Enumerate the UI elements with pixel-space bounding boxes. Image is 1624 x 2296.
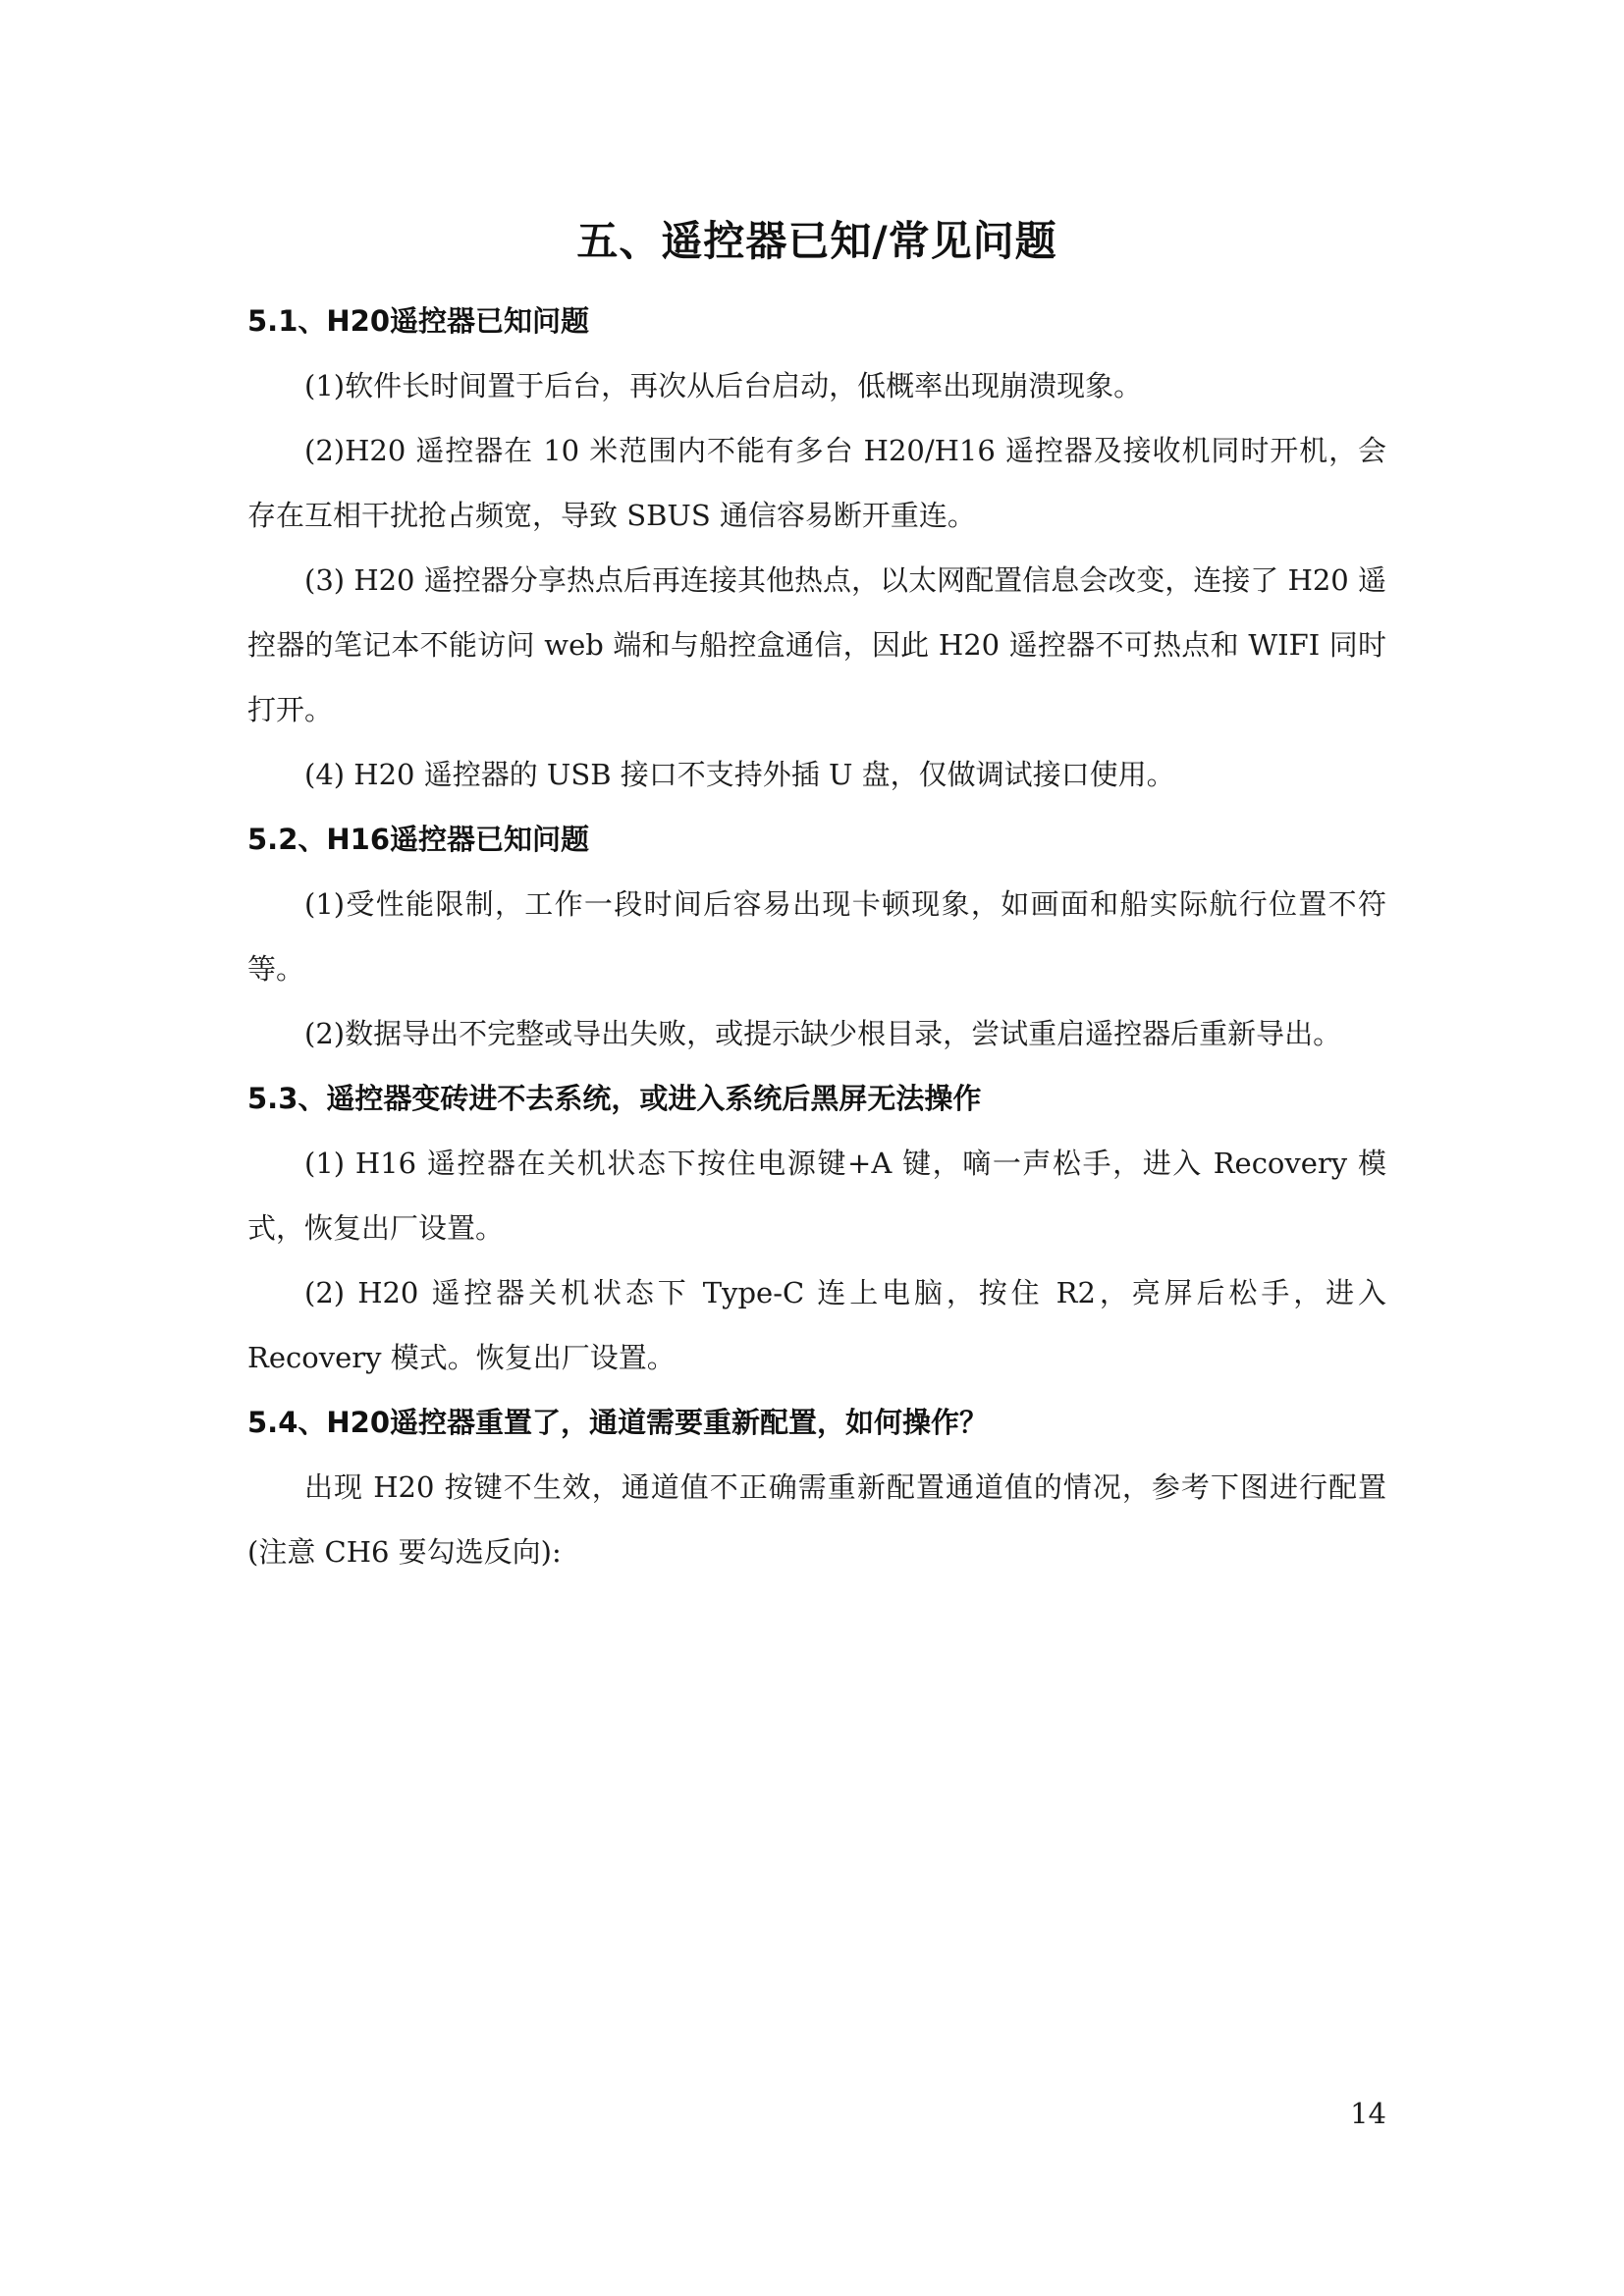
chapter-title: 五、遥控器已知/常见问题 [576,217,1057,265]
section-heading-5-4: 5.4、H20遥控器重置了，通道需要重新配置，如何操作？ [247,1406,989,1439]
section-heading-5-2: 5.2、H16遥控器已知问题 [247,823,590,856]
paragraph-5-3-2: (2) H20 遥控器关机状态下 Type-C 连上电脑，按住 R2，亮屏后松手，进入 Recovery 模式。恢复出厂设置。 [247,1276,1386,1374]
page-content [247,206,1386,1584]
paragraph-5-4-1: 出现 H20 按键不生效，通道值不正确需重新配置通道值的情况，参考下图进行配置(注意 CH6 要勾选反向): [247,1470,1386,1569]
paragraph-5-1-2: (2)H20 遥控器在 10 米范围内不能有多台 H20/H16 遥控器及接收机同时开机，会存在互相干扰抢占频宽，导致 SBUS 通信容易断开重连。 [247,434,1386,532]
paragraph-5-1-3: (3) H20 遥控器分享热点后再连接其他热点，以太网配置信息会改变，连接了 H20 遥控器的笔记本不能访问 web 端和与船控盒通信，因此 H20 遥控器不可热点和 WIFI 同时打开。 [247,563,1386,726]
paragraph-5-2-2: (2)数据导出不完整或导出失败，或提示缺少根目录，尝试重启遥控器后重新导出。 [304,1017,1342,1050]
section-heading-5-1: 5.1、H20遥控器已知问题 [247,304,590,338]
section-heading-5-3: 5.3、遥控器变砖进不去系统，或进入系统后黑屏无法操作 [247,1082,982,1115]
paragraph-5-3-1: (1) H16 遥控器在关机状态下按住电源键+A 键，嘀一声松手，进入 Recovery 模式，恢复出厂设置。 [247,1147,1386,1245]
paragraph-5-2-1: (1)受性能限制，工作一段时间后容易出现卡顿现象，如画面和船实际航行位置不符等。 [247,887,1386,986]
page-number: 14 [1350,2097,1386,2130]
paragraph-5-1-1: (1)软件长时间置于后台，再次从后台启动，低概率出现崩溃现象。 [304,369,1143,402]
paragraph-5-1-4: (4) H20 遥控器的 USB 接口不支持外插 U 盘，仅做调试接口使用。 [304,758,1175,791]
